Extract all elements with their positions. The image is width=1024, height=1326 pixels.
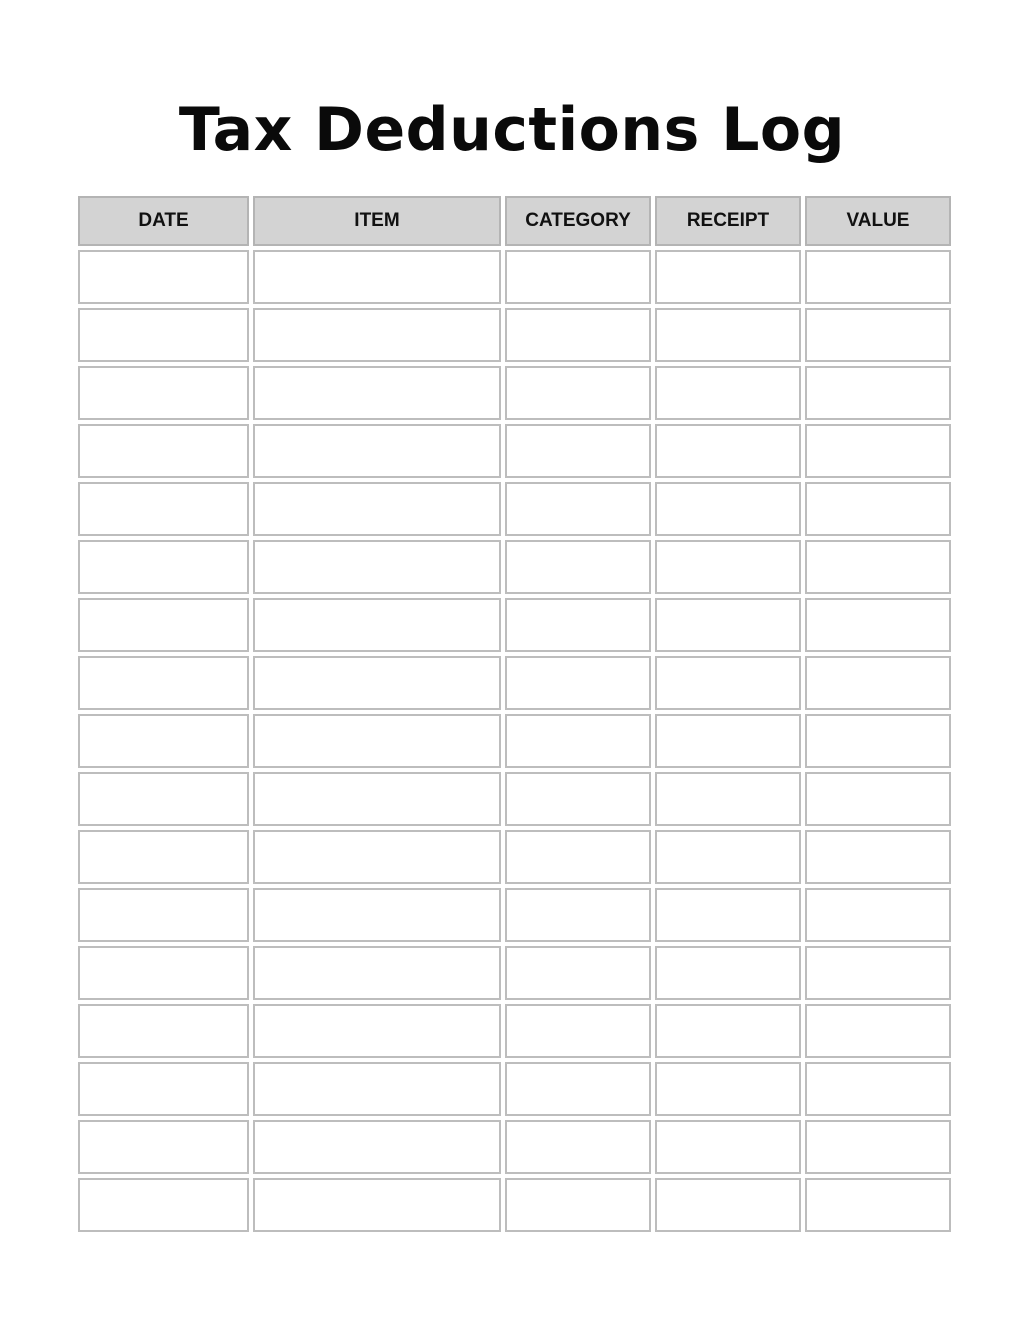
column-header-date: DATE	[78, 196, 249, 246]
category-cell[interactable]	[505, 482, 651, 536]
date-cell[interactable]	[78, 482, 249, 536]
category-cell[interactable]	[505, 1004, 651, 1058]
value-cell[interactable]	[805, 308, 951, 362]
table-row	[78, 1120, 951, 1174]
item-cell[interactable]	[253, 772, 501, 826]
value-cell[interactable]	[805, 830, 951, 884]
date-cell[interactable]	[78, 1120, 249, 1174]
deductions-log-table	[74, 192, 955, 1236]
category-cell[interactable]	[505, 946, 651, 1000]
table-row	[78, 366, 951, 420]
table-row	[78, 540, 951, 594]
receipt-cell[interactable]	[655, 424, 801, 478]
table-row	[78, 656, 951, 710]
receipt-cell[interactable]	[655, 308, 801, 362]
category-cell[interactable]	[505, 1120, 651, 1174]
header-row	[78, 196, 951, 246]
value-cell[interactable]	[805, 888, 951, 942]
date-cell[interactable]	[78, 250, 249, 304]
value-cell[interactable]	[805, 366, 951, 420]
category-cell[interactable]	[505, 656, 651, 710]
date-cell[interactable]	[78, 540, 249, 594]
date-cell[interactable]	[78, 714, 249, 768]
item-cell[interactable]	[253, 308, 501, 362]
receipt-cell[interactable]	[655, 1178, 801, 1232]
receipt-cell[interactable]	[655, 830, 801, 884]
item-cell[interactable]	[253, 482, 501, 536]
value-cell[interactable]	[805, 772, 951, 826]
date-cell[interactable]	[78, 830, 249, 884]
item-cell[interactable]	[253, 656, 501, 710]
table-row	[78, 1178, 951, 1232]
category-cell[interactable]	[505, 540, 651, 594]
table-row	[78, 830, 951, 884]
item-cell[interactable]	[253, 1004, 501, 1058]
value-cell[interactable]	[805, 714, 951, 768]
column-header-category: CATEGORY	[505, 196, 651, 246]
column-header-receipt: RECEIPT	[655, 196, 801, 246]
date-cell[interactable]	[78, 1062, 249, 1116]
date-cell[interactable]	[78, 424, 249, 478]
item-cell[interactable]	[253, 888, 501, 942]
receipt-cell[interactable]	[655, 1120, 801, 1174]
item-cell[interactable]	[253, 424, 501, 478]
date-cell[interactable]	[78, 366, 249, 420]
item-cell[interactable]	[253, 714, 501, 768]
value-cell[interactable]	[805, 540, 951, 594]
receipt-cell[interactable]	[655, 482, 801, 536]
receipt-cell[interactable]	[655, 1062, 801, 1116]
receipt-cell[interactable]	[655, 250, 801, 304]
category-cell[interactable]	[505, 830, 651, 884]
value-cell[interactable]	[805, 250, 951, 304]
value-cell[interactable]	[805, 598, 951, 652]
item-cell[interactable]	[253, 946, 501, 1000]
table-row	[78, 1004, 951, 1058]
value-cell[interactable]	[805, 482, 951, 536]
item-cell[interactable]	[253, 250, 501, 304]
category-cell[interactable]	[505, 1178, 651, 1232]
item-cell[interactable]	[253, 830, 501, 884]
category-cell[interactable]	[505, 598, 651, 652]
value-cell[interactable]	[805, 424, 951, 478]
table-row	[78, 424, 951, 478]
receipt-cell[interactable]	[655, 366, 801, 420]
receipt-cell[interactable]	[655, 946, 801, 1000]
date-cell[interactable]	[78, 888, 249, 942]
date-cell[interactable]	[78, 772, 249, 826]
receipt-cell[interactable]	[655, 656, 801, 710]
value-cell[interactable]	[805, 946, 951, 1000]
category-cell[interactable]	[505, 1062, 651, 1116]
value-cell[interactable]	[805, 1062, 951, 1116]
date-cell[interactable]	[78, 1004, 249, 1058]
category-cell[interactable]	[505, 772, 651, 826]
category-cell[interactable]	[505, 424, 651, 478]
table-body	[78, 250, 951, 1232]
table-row	[78, 250, 951, 304]
table-row	[78, 772, 951, 826]
item-cell[interactable]	[253, 1178, 501, 1232]
value-cell[interactable]	[805, 656, 951, 710]
category-cell[interactable]	[505, 250, 651, 304]
table-row	[78, 1062, 951, 1116]
date-cell[interactable]	[78, 946, 249, 1000]
date-cell[interactable]	[78, 308, 249, 362]
receipt-cell[interactable]	[655, 888, 801, 942]
receipt-cell[interactable]	[655, 540, 801, 594]
category-cell[interactable]	[505, 366, 651, 420]
column-header-value: VALUE	[805, 196, 951, 246]
table-header	[78, 196, 951, 246]
receipt-cell[interactable]	[655, 1004, 801, 1058]
table-row	[78, 308, 951, 362]
receipt-cell[interactable]	[655, 714, 801, 768]
column-header-item: ITEM	[253, 196, 501, 246]
receipt-cell[interactable]	[655, 598, 801, 652]
item-cell[interactable]	[253, 540, 501, 594]
date-cell[interactable]	[78, 656, 249, 710]
table-row	[78, 714, 951, 768]
table-row	[78, 598, 951, 652]
value-cell[interactable]	[805, 1178, 951, 1232]
page-title: Tax Deductions Log	[178, 95, 846, 165]
item-cell[interactable]	[253, 1062, 501, 1116]
item-cell[interactable]	[253, 1120, 501, 1174]
value-cell[interactable]	[805, 1120, 951, 1174]
category-cell[interactable]	[505, 308, 651, 362]
table-row	[78, 946, 951, 1000]
category-cell[interactable]	[505, 888, 651, 942]
table-row	[78, 888, 951, 942]
item-cell[interactable]	[253, 598, 501, 652]
date-cell[interactable]	[78, 598, 249, 652]
category-cell[interactable]	[505, 714, 651, 768]
value-cell[interactable]	[805, 1004, 951, 1058]
item-cell[interactable]	[253, 366, 501, 420]
date-cell[interactable]	[78, 1178, 249, 1232]
receipt-cell[interactable]	[655, 772, 801, 826]
table-row	[78, 482, 951, 536]
